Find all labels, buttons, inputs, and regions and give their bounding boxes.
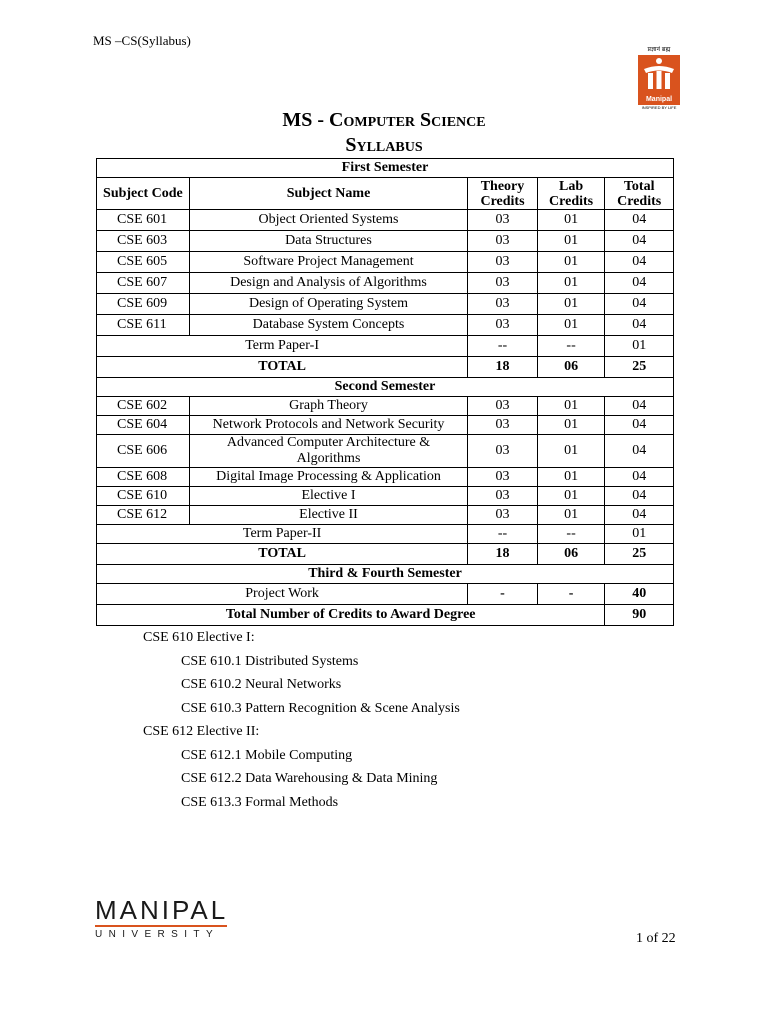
theory-credits: 03 bbox=[468, 315, 538, 336]
table-row bbox=[97, 252, 674, 273]
theory-credits: 03 bbox=[468, 487, 538, 506]
total-credits: 40 bbox=[605, 584, 674, 605]
subject-name: Network Protocols and Network Security bbox=[189, 416, 467, 435]
title-prefix: MS - bbox=[282, 109, 330, 131]
term-paper-row bbox=[97, 336, 674, 357]
table-row bbox=[97, 468, 674, 487]
elective-item: CSE 613.3 Formal Methods bbox=[181, 794, 339, 810]
second-semester-heading: Second Semester bbox=[97, 378, 674, 397]
lab-credits: -- bbox=[537, 336, 605, 357]
subject-name: Object Oriented Systems bbox=[189, 210, 467, 231]
theory-credits: 18 bbox=[468, 544, 538, 565]
col-header-total: Total Credits bbox=[605, 178, 674, 210]
subject-name: Elective II bbox=[189, 506, 467, 525]
total-credits: 25 bbox=[605, 544, 674, 565]
lab-credits: - bbox=[537, 584, 605, 605]
subject-code: CSE 606 bbox=[97, 435, 190, 468]
grand-total-row bbox=[97, 605, 674, 626]
col-header-code: Subject Code bbox=[97, 178, 190, 210]
total-credits: 04 bbox=[605, 435, 674, 468]
logo-accent-bar bbox=[95, 925, 227, 927]
total-credits: 04 bbox=[605, 416, 674, 435]
semester-total-row bbox=[97, 357, 674, 378]
subject-code: CSE 611 bbox=[97, 315, 190, 336]
term-paper-row bbox=[97, 525, 674, 544]
grand-total-credits: 90 bbox=[605, 605, 674, 626]
term-paper-name: Term Paper-II bbox=[97, 525, 468, 544]
theory-credits: 03 bbox=[468, 231, 538, 252]
subject-code: CSE 610 bbox=[97, 487, 190, 506]
lab-credits: 01 bbox=[537, 252, 605, 273]
total-credits: 04 bbox=[605, 252, 674, 273]
project-name: Project Work bbox=[97, 584, 468, 605]
col-header-theory: Theory Credits bbox=[468, 178, 538, 210]
table-row bbox=[97, 435, 674, 468]
lab-credits: 01 bbox=[537, 468, 605, 487]
total-credits: 04 bbox=[605, 210, 674, 231]
subject-name: Graph Theory bbox=[189, 397, 467, 416]
page-title bbox=[0, 108, 768, 132]
subject-code: CSE 603 bbox=[97, 231, 190, 252]
subject-name: Elective I bbox=[189, 487, 467, 506]
theory-credits: 03 bbox=[468, 397, 538, 416]
subject-code: CSE 605 bbox=[97, 252, 190, 273]
subject-code: CSE 609 bbox=[97, 294, 190, 315]
logo-tagline-top: प्रज्ञानं ब्रह्म bbox=[647, 47, 671, 53]
lab-credits: -- bbox=[537, 525, 605, 544]
lab-credits: 01 bbox=[537, 397, 605, 416]
electives-list bbox=[143, 626, 460, 814]
project-row bbox=[97, 584, 674, 605]
elective-item: CSE 610.3 Pattern Recognition & Scene Analysis bbox=[181, 700, 460, 716]
theory-credits: 03 bbox=[468, 506, 538, 525]
total-credits: 04 bbox=[605, 397, 674, 416]
logo-emblem bbox=[638, 55, 680, 105]
title-main: Computer Science bbox=[329, 109, 486, 131]
first-semester-heading: First Semester bbox=[97, 159, 674, 178]
lab-credits: 06 bbox=[537, 357, 605, 378]
page-subtitle: Syllabus bbox=[345, 134, 423, 156]
subject-name: Data Structures bbox=[189, 231, 467, 252]
elective-item: CSE 610.1 Distributed Systems bbox=[181, 653, 359, 669]
theory-credits: -- bbox=[468, 525, 538, 544]
logo-wordmark: Manipal bbox=[645, 96, 673, 103]
lab-credits: 01 bbox=[537, 416, 605, 435]
theory-credits: -- bbox=[468, 336, 538, 357]
col-header-name: Subject Name bbox=[189, 178, 467, 210]
table-row bbox=[97, 397, 674, 416]
grand-total-label: Total Number of Credits to Award Degree bbox=[97, 605, 605, 626]
theory-credits: - bbox=[468, 584, 538, 605]
running-header: MS –CS(Syllabus) bbox=[93, 33, 191, 48]
total-credits: 01 bbox=[605, 336, 674, 357]
table-row bbox=[97, 210, 674, 231]
theory-credits: 03 bbox=[468, 273, 538, 294]
elective-item: CSE 612.2 Data Warehousing & Data Mining bbox=[181, 771, 438, 786]
subject-name: Digital Image Processing & Application bbox=[189, 468, 467, 487]
total-credits: 25 bbox=[605, 357, 674, 378]
theory-credits: 03 bbox=[468, 294, 538, 315]
theory-credits: 03 bbox=[468, 435, 538, 468]
lab-credits: 01 bbox=[537, 294, 605, 315]
total-credits: 04 bbox=[605, 468, 674, 487]
lab-credits: 01 bbox=[537, 315, 605, 336]
total-credits: 04 bbox=[605, 315, 674, 336]
table-row bbox=[97, 273, 674, 294]
table-row bbox=[97, 487, 674, 506]
subject-name: Design of Operating System bbox=[189, 294, 467, 315]
semester-total-row bbox=[97, 544, 674, 565]
subject-code: CSE 604 bbox=[97, 416, 190, 435]
subject-code: CSE 612 bbox=[97, 506, 190, 525]
lab-credits: 01 bbox=[537, 273, 605, 294]
subject-name: Software Project Management bbox=[189, 252, 467, 273]
elective-heading: CSE 612 Elective II: bbox=[143, 724, 260, 739]
subject-code: CSE 602 bbox=[97, 397, 190, 416]
elective-heading: CSE 610 Elective I: bbox=[143, 630, 255, 645]
theory-credits: 18 bbox=[468, 357, 538, 378]
total-credits: 04 bbox=[605, 273, 674, 294]
elective-item: CSE 610.2 Neural Networks bbox=[181, 677, 342, 692]
subject-code: CSE 608 bbox=[97, 468, 190, 487]
lab-credits: 01 bbox=[537, 487, 605, 506]
col-header-lab: Lab Credits bbox=[537, 178, 605, 210]
table-row bbox=[97, 315, 674, 336]
table-row bbox=[97, 506, 674, 525]
subject-code: CSE 601 bbox=[97, 210, 190, 231]
theory-credits: 03 bbox=[468, 416, 538, 435]
syllabus-table bbox=[96, 158, 674, 626]
lab-credits: 01 bbox=[537, 210, 605, 231]
elective-item: CSE 612.1 Mobile Computing bbox=[181, 747, 353, 763]
lab-credits: 01 bbox=[537, 435, 605, 468]
total-label: TOTAL bbox=[97, 357, 468, 378]
table-row bbox=[97, 294, 674, 315]
page-number: 1 of 22 bbox=[636, 931, 676, 946]
table-row bbox=[97, 231, 674, 252]
emblem-icon bbox=[638, 55, 680, 95]
lab-credits: 01 bbox=[537, 231, 605, 252]
third-fourth-semester-heading: Third & Fourth Semester bbox=[97, 565, 674, 584]
university-subtitle: UNIVERSITY bbox=[95, 929, 220, 940]
lab-credits: 01 bbox=[537, 506, 605, 525]
logo-tagline-bottom: INSPIRED BY LIFE bbox=[641, 105, 677, 110]
theory-credits: 03 bbox=[468, 252, 538, 273]
manipal-logo bbox=[637, 47, 681, 111]
university-logo bbox=[95, 896, 228, 941]
theory-credits: 03 bbox=[468, 468, 538, 487]
table-row bbox=[97, 416, 674, 435]
total-credits: 01 bbox=[605, 525, 674, 544]
total-label: TOTAL bbox=[97, 544, 468, 565]
lab-credits: 06 bbox=[537, 544, 605, 565]
total-credits: 04 bbox=[605, 487, 674, 506]
subject-code: CSE 607 bbox=[97, 273, 190, 294]
subject-name: Advanced Computer Architecture & Algorithms bbox=[189, 435, 467, 468]
total-credits: 04 bbox=[605, 231, 674, 252]
term-paper-name: Term Paper-I bbox=[97, 336, 468, 357]
theory-credits: 03 bbox=[468, 210, 538, 231]
total-credits: 04 bbox=[605, 294, 674, 315]
subject-name: Design and Analysis of Algorithms bbox=[189, 273, 467, 294]
university-name: MANIPAL bbox=[95, 895, 229, 925]
subject-name: Database System Concepts bbox=[189, 315, 467, 336]
total-credits: 04 bbox=[605, 506, 674, 525]
